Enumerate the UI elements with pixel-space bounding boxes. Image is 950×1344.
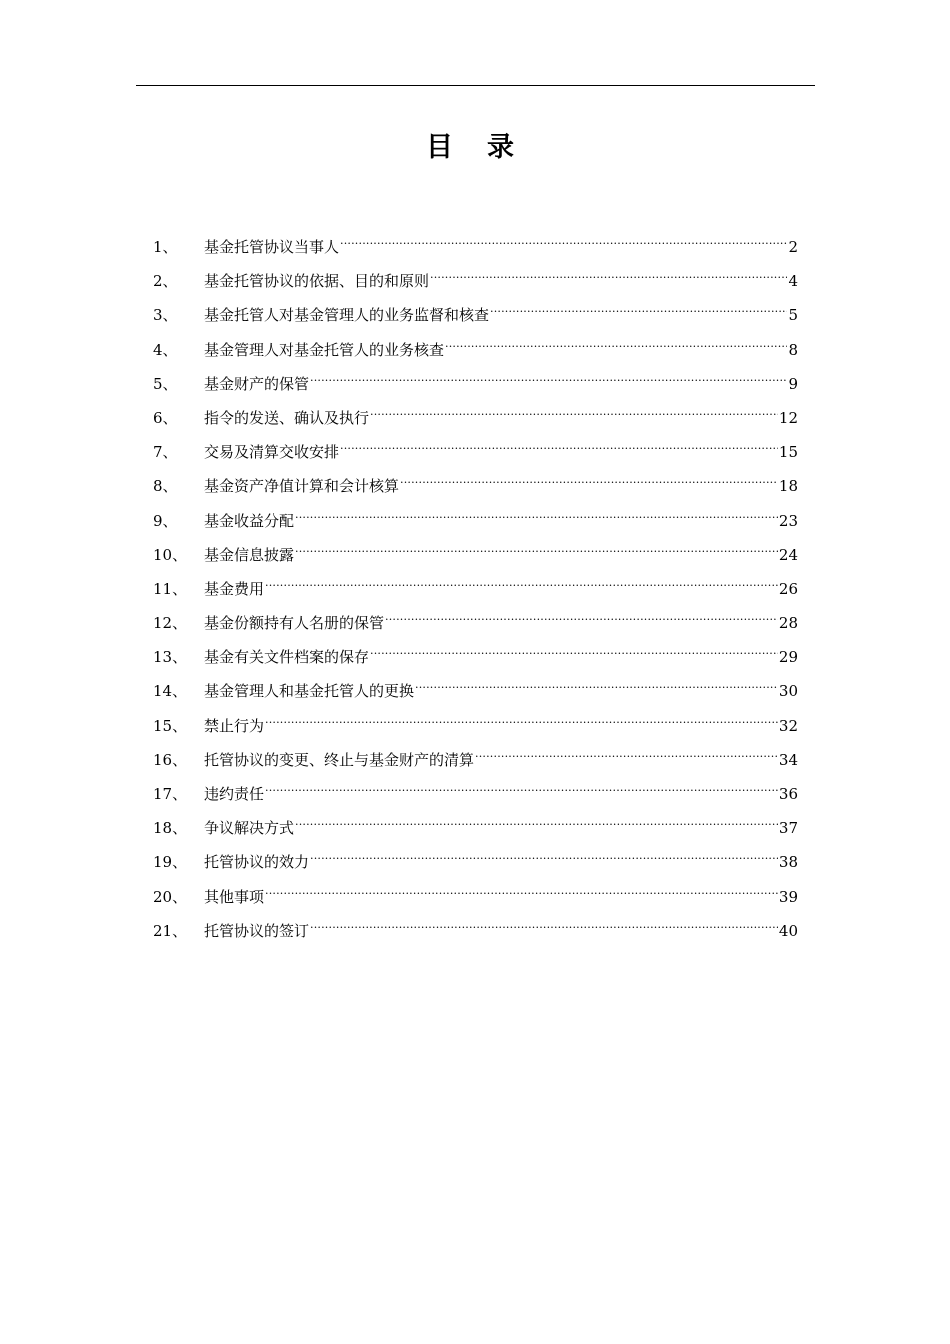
toc-entry-page-number[interactable]: 2: [788, 238, 798, 256]
toc-entry-page-number[interactable]: 26: [778, 579, 798, 598]
toc-entry-page-number[interactable]: 37: [778, 819, 798, 838]
toc-dot-leader: [385, 594, 778, 628]
toc-entry-number: 6、: [153, 408, 178, 427]
toc-entry-number: 1、: [153, 238, 178, 256]
toc-entry-page-number[interactable]: 9: [788, 374, 798, 393]
toc-entry-page-number[interactable]: 12: [778, 408, 798, 427]
toc-entry-page-number[interactable]: 30: [778, 682, 798, 701]
toc-entry-number: 10、: [153, 545, 188, 564]
toc-entry-number: 17、: [153, 785, 188, 803]
toc-dot-leader: [475, 731, 778, 765]
toc-entry-page-number[interactable]: 38: [778, 853, 798, 872]
toc-dot-leader: [430, 252, 787, 286]
toc-entry-title[interactable]: 基金资产净值计算和会计核算: [204, 477, 400, 496]
toc-entry-title[interactable]: 基金托管人对基金管理人的业务监督和核查: [204, 306, 490, 325]
toc-entry-number: 3、: [153, 306, 178, 325]
toc-entry-page-number[interactable]: 39: [778, 887, 798, 906]
toc-entry-number: 7、: [153, 443, 178, 462]
toc-dot-leader: [370, 628, 778, 662]
toc-dot-leader: [265, 560, 778, 594]
toc-dot-leader: [415, 662, 778, 696]
page-title: [0, 128, 940, 168]
toc-dot-leader: [445, 321, 787, 355]
toc-entry-number: 19、: [153, 853, 188, 872]
toc-dot-leader: [295, 799, 778, 833]
toc-entry-page-number[interactable]: 18: [778, 477, 798, 496]
toc-entry-page-number[interactable]: 15: [778, 443, 798, 462]
toc-dot-leader: [400, 457, 778, 491]
toc-entry-number: 2、: [153, 272, 178, 291]
toc-entry-title[interactable]: 托管协议的变更、终止与基金财产的清算: [204, 750, 475, 769]
toc-dot-leader: [490, 286, 787, 320]
toc-entry-title[interactable]: 基金管理人对基金托管人的业务核查: [204, 340, 445, 359]
toc-entry-title[interactable]: 其他事项: [204, 887, 265, 906]
toc-dot-leader: [340, 423, 778, 457]
toc-dot-leader: [310, 833, 778, 867]
toc-entry-number: 9、: [153, 511, 178, 530]
toc-entry-page-number[interactable]: 40: [778, 921, 798, 940]
toc-entry-number: 14、: [153, 682, 188, 701]
toc-entry-title[interactable]: 违约责任: [204, 785, 265, 803]
toc-dot-leader: [295, 526, 778, 560]
toc-entry-title[interactable]: 基金费用: [204, 579, 265, 598]
toc-entry-title[interactable]: 基金收益分配: [204, 511, 295, 530]
toc-entry-page-number[interactable]: 32: [778, 716, 798, 735]
toc-entry-page-number[interactable]: 36: [778, 785, 798, 803]
toc-entry-title[interactable]: 基金份额持有人名册的保管: [204, 614, 385, 633]
toc-entry-number: 8、: [153, 477, 178, 496]
toc-entry-number: 11、: [153, 579, 188, 598]
toc-entry-title[interactable]: 基金管理人和基金托管人的更换: [204, 682, 415, 701]
toc-entry-title[interactable]: 指令的发送、确认及执行: [204, 408, 370, 427]
toc-entry-title[interactable]: 基金托管协议当事人: [204, 238, 340, 256]
toc-entry-title[interactable]: 基金信息披露: [204, 545, 295, 564]
toc-entry-number: 18、: [153, 819, 188, 838]
toc-entry-number: 21、: [153, 921, 188, 940]
toc-entry-number: 13、: [153, 648, 188, 667]
toc-entry-page-number[interactable]: 29: [778, 648, 798, 667]
toc-entry-title[interactable]: 托管协议的签订: [204, 921, 310, 940]
toc-entry[interactable]: [153, 218, 798, 256]
toc-entry-number: 16、: [153, 750, 188, 769]
toc-entry-page-number[interactable]: 28: [778, 614, 798, 633]
toc-entry-number: 15、: [153, 716, 188, 735]
toc-entry-number: 4、: [153, 340, 178, 359]
toc-entry-title[interactable]: 基金有关文件档案的保存: [204, 648, 370, 667]
toc-entry-number: 20、: [153, 887, 188, 906]
toc-dot-leader: [340, 218, 787, 252]
toc-entry-page-number[interactable]: 4: [788, 272, 798, 291]
toc-entry-page-number[interactable]: 34: [778, 750, 798, 769]
toc-dot-leader: [370, 389, 778, 423]
title-char-1: 目: [426, 132, 453, 163]
header-rule: [136, 85, 815, 86]
toc-entry-page-number[interactable]: 23: [778, 511, 798, 530]
toc-entry-title[interactable]: 基金托管协议的依据、目的和原则: [204, 272, 430, 291]
toc-dot-leader: [310, 902, 778, 936]
toc-entry-page-number[interactable]: 24: [778, 545, 798, 564]
toc-dot-leader: [295, 492, 778, 526]
toc-entry-number: 12、: [153, 614, 188, 633]
toc-entry-page-number[interactable]: 8: [788, 340, 798, 359]
table-of-contents: [153, 218, 798, 940]
toc-entry-title[interactable]: 基金财产的保管: [204, 374, 310, 393]
toc-entry-page-number[interactable]: 5: [788, 306, 798, 325]
toc-entry-title[interactable]: 托管协议的效力: [204, 853, 310, 872]
toc-dot-leader: [265, 868, 778, 902]
toc-dot-leader: [265, 697, 778, 731]
toc-dot-leader: [310, 355, 787, 389]
title-char-2: 录: [487, 132, 514, 163]
toc-entry-title[interactable]: 禁止行为: [204, 716, 265, 735]
toc-entry-title[interactable]: 争议解决方式: [204, 819, 295, 838]
toc-dot-leader: [265, 765, 778, 799]
toc-entry-number: 5、: [153, 374, 178, 393]
toc-entry-title[interactable]: 交易及清算交收安排: [204, 443, 340, 462]
